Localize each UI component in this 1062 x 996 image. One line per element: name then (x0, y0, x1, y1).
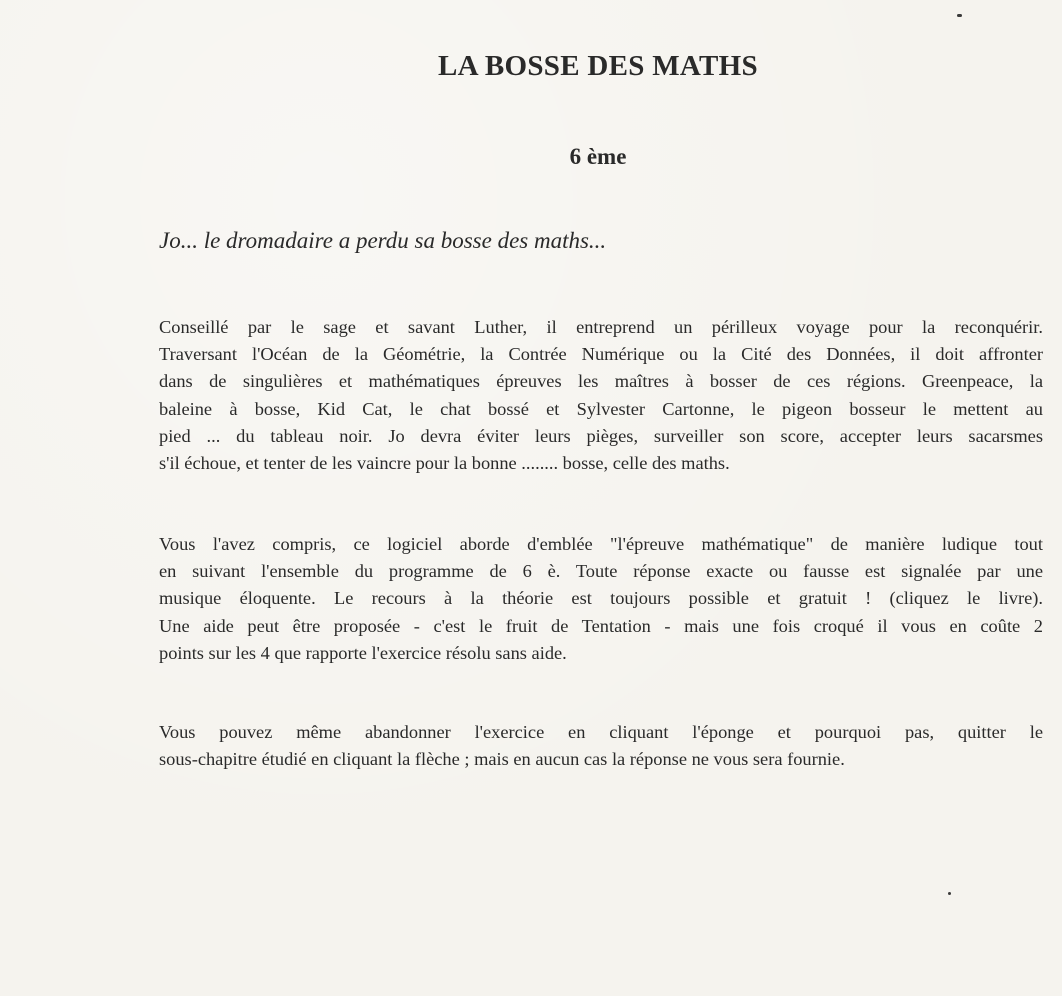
paragraph-controls (159, 719, 1043, 773)
tagline: Jo... le dromadaire a perdu sa bosse des maths... (159, 228, 607, 253)
paragraph-line: s'il échoue, et tenter de les vaincre pour la bonne ........ bosse, celle des maths. (159, 453, 730, 474)
document-title: LA BOSSE DES MATHS (438, 50, 758, 82)
paragraph-line: Conseillé par le sage et savant Luther, il entreprend un périlleux voyage pour la reconquérir. (159, 317, 1043, 337)
paragraph-story (159, 314, 1043, 477)
paragraph-line: musique éloquente. Le recours à la théorie est toujours possible et gratuit ! (cliquez le livre). (159, 588, 1043, 609)
paragraph-line: en suivant l'ensemble du programme de 6 è. Toute réponse exacte ou fausse est signalée par une (159, 561, 1043, 582)
paper-speck (957, 14, 962, 17)
paragraph-line: dans de singulières et mathématiques épreuves les maîtres à bosser de ces régions. Greenpeace, la (159, 371, 1043, 392)
paragraph-line: Vous pouvez même abandonner l'exercice en cliquant l'éponge et pourquoi pas, quitter le (159, 722, 1043, 742)
paragraph-software (159, 531, 1043, 667)
grade-level-heading: 6 ème (569, 144, 627, 169)
paragraph-line: pied ... du tableau noir. Jo devra éviter leurs pièges, surveiller son score, accepter leurs sacarsmes (159, 425, 1043, 446)
paragraph-line: sous-chapitre étudié en cliquant la flèche ; mais en aucun cas la réponse ne vous sera fournie. (159, 749, 845, 770)
paragraph-line: Une aide peut être proposée - c'est le fruit de Tentation - mais une fois croqué il vous en coûte 2 (159, 615, 1043, 636)
paper-speck (948, 892, 951, 895)
paragraph-line: Traversant l'Océan de la Géométrie, la Contrée Numérique ou la Cité des Données, il doit affronter (159, 344, 1043, 365)
paragraph-line: Vous l'avez compris, ce logiciel aborde d'emblée "l'épreuve mathématique" de manière ludique tout (159, 534, 1043, 554)
paragraph-line: points sur les 4 que rapporte l'exercice résolu sans aide. (159, 642, 567, 663)
paragraph-line: baleine à bosse, Kid Cat, le chat bossé et Sylvester Cartonne, le pigeon bosseur le mettent au (159, 398, 1043, 419)
